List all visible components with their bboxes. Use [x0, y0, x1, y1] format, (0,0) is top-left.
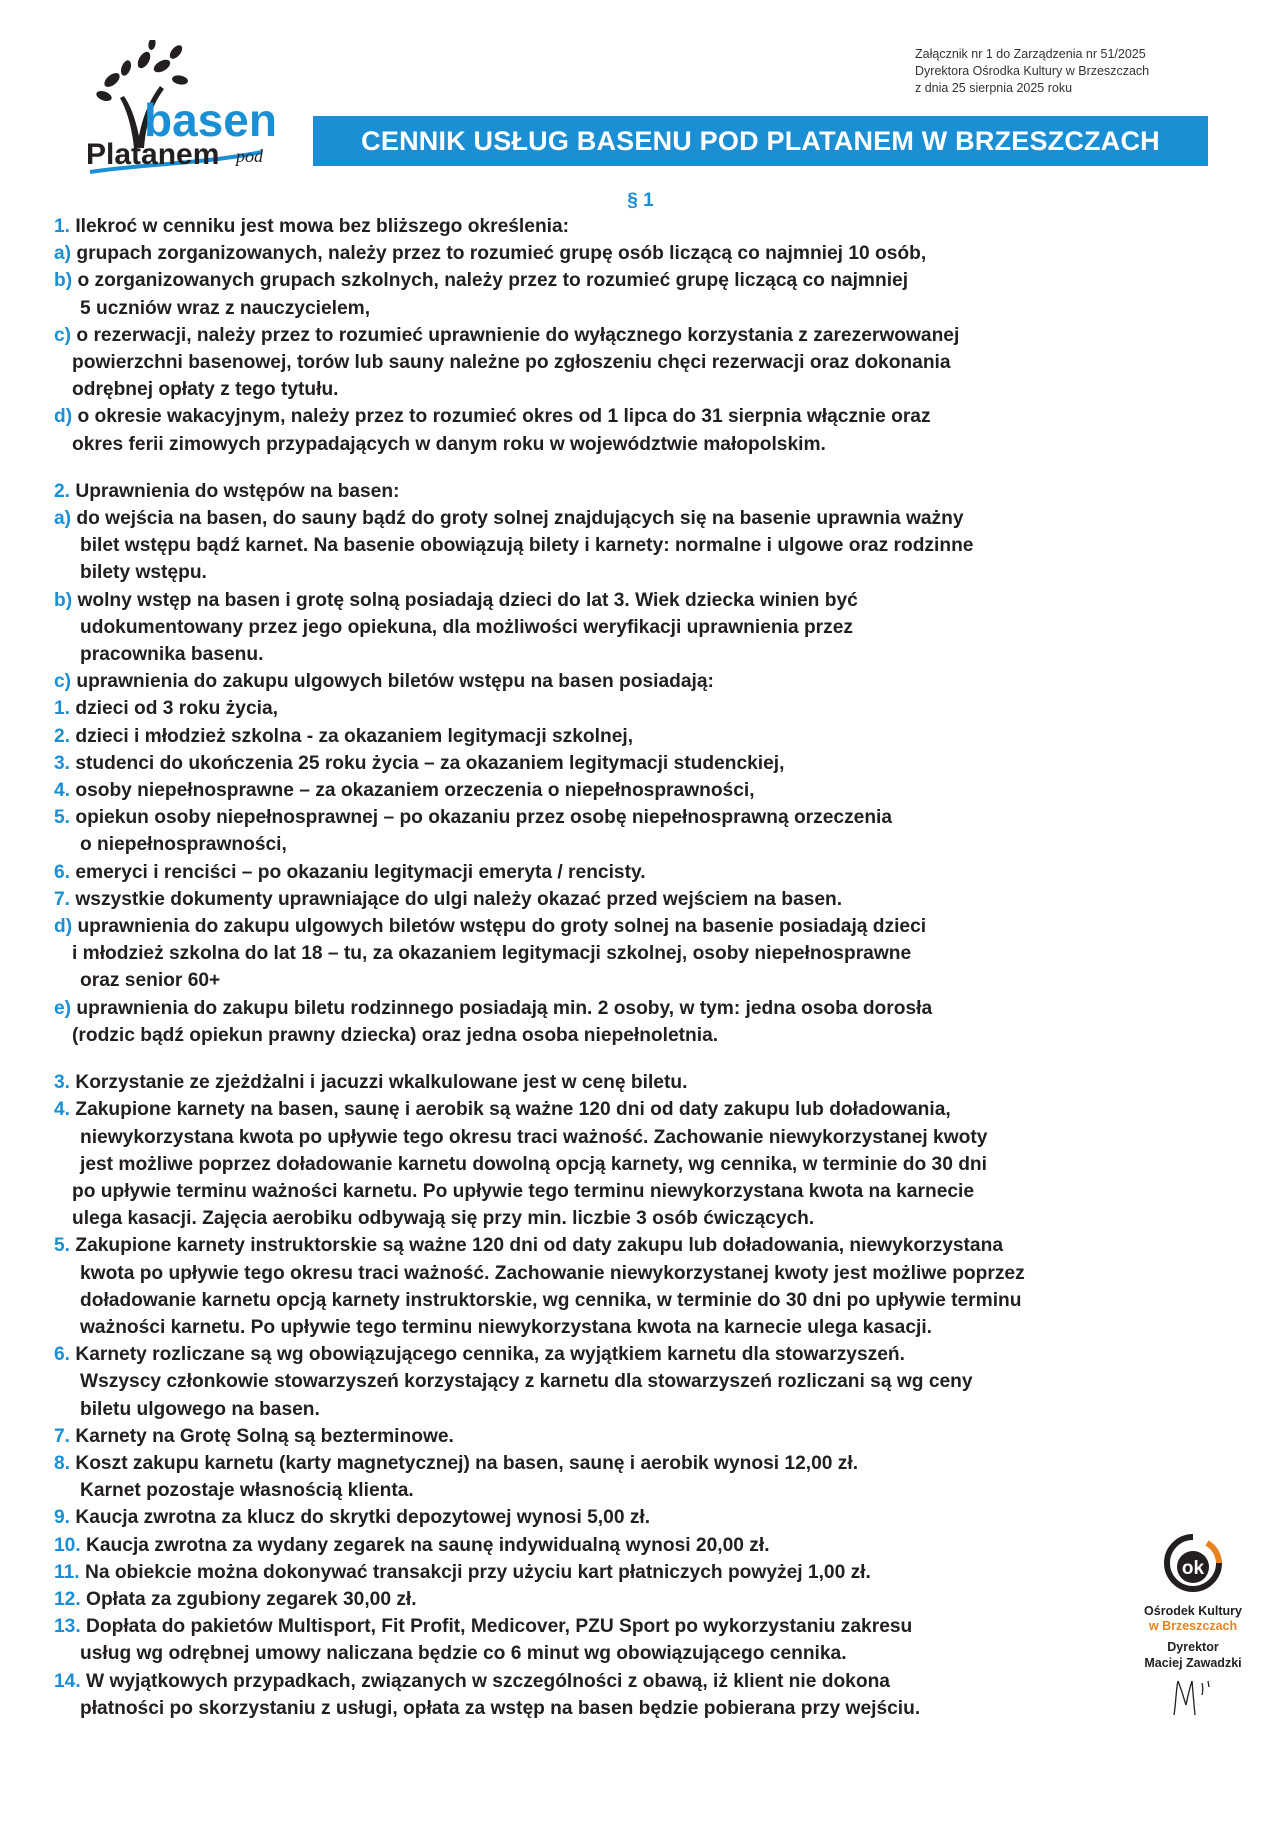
item-text: uprawnienia do zakupu ulgowych biletów wstępu do groty solnej na basenie posiadają dzieci: [72, 916, 927, 938]
item-number: 1.: [54, 698, 71, 720]
item-number: 5.: [54, 1235, 71, 1257]
item-text: Zakupione karnety na basen, saunę i aerobik są ważne 120 dni od daty zakupu lub doładowania,: [70, 1099, 951, 1121]
text-line: [54, 1260, 1234, 1287]
item-number: a): [54, 508, 72, 530]
text-line: [54, 1341, 1234, 1368]
item-text: udokumentowany przez jego opiekuna, dla możliwości weryfikacji uprawnienia przez: [80, 616, 853, 638]
item-text: biletu ulgowego na basen.: [80, 1398, 320, 1420]
item-number: 3.: [54, 1072, 71, 1094]
item-text: (rodzic bądź opiekun prawny dziecka) oraz jedna osoba niepełnoletnia.: [72, 1024, 719, 1046]
text-line: [54, 532, 1234, 559]
basen-pod-platanem-logo: [82, 40, 282, 180]
item-number: b): [54, 270, 73, 292]
item-text: Uprawnienia do wstępów na basen:: [70, 480, 400, 502]
item-text: Kaucja zwrotna za wydany zegarek na saunę indywidualną wynosi 20,00 zł.: [80, 1534, 770, 1556]
item-text: bilet wstępu bądź karnet. Na basenie obowiązują bilety i karnety: normalne i ulgowe oraz rodzinne: [80, 535, 974, 557]
item-text: uprawnienia do zakupu biletu rodzinnego posiadają min. 2 osoby, w tym: jedna osoba dorosła: [71, 997, 933, 1019]
text-line: [54, 940, 1234, 967]
item-number: 7.: [54, 888, 71, 910]
item-text: o zorganizowanych grupach szkolnych, należy przez to rozumieć grupę liczącą co najmniej: [72, 270, 909, 292]
section-mark: § 1: [627, 190, 654, 211]
footer-organisation: [1128, 1533, 1258, 1719]
item-text: kwota po upływie tego okresu traci ważność. Zachowanie niewykorzystanej kwoty jest możliwe poprzez: [80, 1262, 1025, 1284]
text-line: [54, 995, 1234, 1022]
text-line: [54, 1613, 1234, 1640]
ok-mark: ok: [1181, 1558, 1205, 1579]
annex-notice: [915, 46, 1149, 97]
item-number: 14.: [54, 1670, 81, 1692]
item-text: okres ferii zimowych przypadających w danym roku w województwie małopolskim.: [72, 433, 826, 455]
organisation-name: Ośrodek Kultury: [1144, 1604, 1242, 1618]
text-line: [54, 1423, 1234, 1450]
item-text: niewykorzystana kwota po upływie tego okresu traci ważność. Zachowanie niewykorzystanej kwoty: [80, 1126, 988, 1148]
text-line: [54, 1477, 1234, 1504]
text-line: [54, 478, 1234, 505]
item-text: Wszyscy członkowie stowarzyszeń korzystający z karnetu dla stowarzyszeń rozliczani są wg ceny: [80, 1371, 973, 1393]
text-line: [54, 913, 1234, 940]
text-line: [54, 831, 1234, 858]
item-text: po upływie terminu ważności karnetu. Po upływie tego terminu niewykorzystana kwota na karnecie: [72, 1180, 975, 1202]
text-line: [54, 1124, 1234, 1151]
text-line: [54, 695, 1234, 722]
text-line: [54, 213, 1234, 240]
text-line: [54, 723, 1234, 750]
item-text: i młodzież szkolna do lat 18 – tu, za okazaniem legitymacji szkolnej, osoby niepełnosprawne: [72, 943, 912, 965]
text-line: [54, 1022, 1234, 1049]
item-text: grupach zorganizowanych, należy przez to rozumieć grupę osób liczącą co najmniej 10 osób,: [71, 243, 927, 265]
item-number: e): [54, 997, 72, 1019]
text-line: [54, 804, 1234, 831]
item-number: 4.: [54, 1099, 71, 1121]
item-number: 2.: [54, 725, 71, 747]
item-text: o okresie wakacyjnym, należy przez to rozumieć okres od 1 lipca do 31 sierpnia włącznie oraz: [72, 406, 931, 428]
item-number: 12.: [54, 1588, 81, 1610]
text-line: [54, 1368, 1234, 1395]
item-number: 1.: [54, 216, 71, 237]
text-line: [54, 431, 1234, 458]
text-line: [54, 1695, 1234, 1722]
text-line: [54, 1504, 1234, 1531]
organisation-city: w Brzeszczach: [1148, 1619, 1238, 1633]
item-number: 6.: [54, 861, 71, 883]
text-line: [54, 750, 1234, 777]
item-text: ulega kasacji. Zajęcia aerobiku odbywają się przy min. liczbie 3 osób ćwiczących.: [72, 1208, 815, 1230]
text-line: [54, 967, 1234, 994]
text-line: [54, 1287, 1234, 1314]
text-line: [54, 1640, 1234, 1667]
item-number: 13.: [54, 1616, 81, 1638]
item-number: c): [54, 324, 72, 346]
item-text: uprawnienia do zakupu ulgowych biletów wstępu na basen posiadają:: [71, 671, 714, 693]
item-text: Dopłata do pakietów Multisport, Fit Profit, Medicover, PZU Sport po wykorzystaniu zakresu: [80, 1616, 913, 1638]
item-text: Karnet pozostaje własnością klienta.: [80, 1480, 414, 1502]
osrodek-kultury-logo: [1163, 1533, 1223, 1597]
text-line: [54, 1096, 1234, 1123]
paragraph-gap: [54, 458, 1234, 478]
item-number: 8.: [54, 1452, 71, 1474]
annex-line: Dyrektora Ośrodka Kultury w Brzeszczach: [915, 64, 1150, 78]
text-line: [54, 1532, 1234, 1559]
annex-line: Załącznik nr 1 do Zarządzenia nr 51/2025: [915, 47, 1146, 61]
annex-line: z dnia 25 sierpnia 2025 roku: [915, 81, 1073, 95]
item-text: W wyjątkowych przypadkach, związanych w szczególności z obawą, iż klient nie dokona: [80, 1670, 890, 1692]
text-line: [54, 240, 1234, 267]
text-line: [54, 505, 1234, 532]
item-text: osoby niepełnosprawne – za okazaniem orzeczenia o niepełnosprawności,: [70, 780, 755, 802]
text-line: [54, 267, 1234, 294]
item-text: powierzchni basenowej, torów lub sauny należne po zgłoszeniu chęci rezerwacji oraz dokonania: [72, 352, 951, 374]
text-line: [54, 1069, 1234, 1096]
text-line: [54, 641, 1234, 668]
item-text: do wejścia na basen, do sauny bądź do groty solnej znajdujących się na basenie uprawnia ważny: [71, 508, 964, 530]
text-line: [54, 859, 1234, 886]
item-text: o niepełnosprawności,: [80, 834, 287, 856]
logo-word-platanem: Platanem: [86, 138, 220, 171]
item-text: studenci do ukończenia 25 roku życia – za okazaniem legitymacji studenckiej,: [70, 752, 785, 774]
item-text: oraz senior 60+: [80, 970, 221, 992]
item-text: dzieci i młodzież szkolna - za okazaniem legitymacji szkolnej,: [70, 725, 634, 747]
text-line: [54, 777, 1234, 804]
item-text: wolny wstęp na basen i grotę solną posiadają dzieci do lat 3. Wiek dziecka winien być: [72, 589, 858, 611]
signature-icon: [1168, 1675, 1218, 1719]
text-line: [54, 1586, 1234, 1613]
item-number: c): [54, 671, 72, 693]
text-line: [54, 1232, 1234, 1259]
item-text: o rezerwacji, należy przez to rozumieć uprawnienie do wyłącznego korzystania z zarezerwowanej: [71, 324, 960, 346]
item-number: b): [54, 589, 73, 611]
item-text: Kaucja zwrotna za klucz do skrytki depozytowej wynosi 5,00 zł.: [70, 1507, 651, 1529]
item-text: Opłata za zgubiony zegarek 30,00 zł.: [80, 1588, 417, 1610]
text-line: [54, 1396, 1234, 1423]
text-line: [54, 1668, 1234, 1695]
item-number: 6.: [54, 1344, 71, 1366]
item-number: 4.: [54, 780, 71, 802]
item-text: wszystkie dokumenty uprawniające do ulgi należy okazać przed wejściem na basen.: [70, 888, 843, 910]
text-line: [54, 559, 1234, 586]
item-text: jest możliwe poprzez doładowanie karnetu dowolną opcją karnety, wg cennika, w terminie do 30 dni: [80, 1153, 987, 1175]
text-line: [54, 403, 1234, 430]
item-number: 10.: [54, 1534, 81, 1556]
text-line: [54, 1178, 1234, 1205]
item-text: Ilekroć w cenniku jest mowa bez bliższego określenia:: [70, 216, 570, 237]
item-text: Korzystanie ze zjeżdżalni i jacuzzi wkalkulowane jest w cenę biletu.: [70, 1072, 688, 1094]
text-line: [54, 295, 1234, 322]
item-text: Karnety rozliczane są wg obowiązującego cennika, za wyjątkiem karnetu dla stowarzyszeń.: [70, 1344, 905, 1366]
text-line: [54, 1151, 1234, 1178]
item-number: a): [54, 243, 72, 265]
item-number: 3.: [54, 752, 71, 774]
item-text: płatności po skorzystaniu z usługi, opłata za wstęp na basen będzie pobierana przy wejściu.: [80, 1697, 921, 1719]
item-text: Koszt zakupu karnetu (karty magnetycznej) na basen, saunę i aerobik wynosi 12,00 zł.: [70, 1452, 859, 1474]
item-text: pracownika basenu.: [80, 644, 264, 666]
item-text: Karnety na Grotę Solną są bezterminowe.: [70, 1425, 454, 1447]
text-line: [54, 376, 1234, 403]
item-number: 7.: [54, 1425, 71, 1447]
text-line: [54, 322, 1234, 349]
text-line: [54, 1314, 1234, 1341]
text-line: [54, 886, 1234, 913]
page-title: CENNIK USŁUG BASENU POD PLATANEM W BRZESZCZACH: [313, 116, 1208, 166]
item-text: emeryci i renciści – po okazaniu legitymacji emeryta / rencisty.: [70, 861, 646, 883]
paragraph-gap: [54, 1049, 1234, 1069]
text-line: [54, 614, 1234, 641]
item-text: usług wg odrębnej umowy naliczana będzie co 6 minut wg obowiązującego cennika.: [80, 1643, 847, 1665]
text-line: [54, 1205, 1234, 1232]
text-line: [54, 1559, 1234, 1586]
item-number: 5.: [54, 807, 71, 829]
item-number: d): [54, 406, 73, 428]
item-text: doładowanie karnetu opcją karnety instruktorskie, wg cennika, w terminie do 30 dni po upływie terminu: [80, 1289, 1022, 1311]
item-number: 11.: [54, 1561, 80, 1583]
item-text: Na obiekcie można dokonywać transakcji przy użyciu kart płatniczych powyżej 1,00 zł.: [79, 1561, 871, 1583]
item-text: bilety wstępu.: [80, 562, 207, 584]
logo-word-basen: basen: [144, 94, 277, 146]
director-title: Dyrektor: [1167, 1640, 1219, 1654]
item-number: 9.: [54, 1507, 71, 1529]
item-text: odrębnej opłaty z tego tytułu.: [72, 379, 339, 401]
text-line: [54, 1450, 1234, 1477]
item-text: Zakupione karnety instruktorskie są ważne 120 dni od daty zakupu lub doładowania, niewykorzystana: [70, 1235, 1003, 1257]
text-line: [54, 668, 1234, 695]
item-number: 2.: [54, 480, 71, 502]
text-line: [54, 349, 1234, 376]
item-text: opiekun osoby niepełnosprawnej – po okazaniu przez osobę niepełnosprawną orzeczenia: [70, 807, 893, 829]
text-line: [54, 587, 1234, 614]
item-number: d): [54, 916, 73, 938]
director-name: Maciej Zawadzki: [1144, 1656, 1242, 1670]
logo-word-pod: pod: [236, 146, 263, 166]
item-text: ważności karnetu. Po upływie tego terminu niewykorzystana kwota na karnecie ulega kasacji.: [80, 1316, 933, 1338]
item-text: dzieci od 3 roku życia,: [70, 698, 278, 720]
document-body: [54, 213, 1234, 1722]
item-text: 5 uczniów wraz z nauczycielem,: [80, 297, 371, 319]
